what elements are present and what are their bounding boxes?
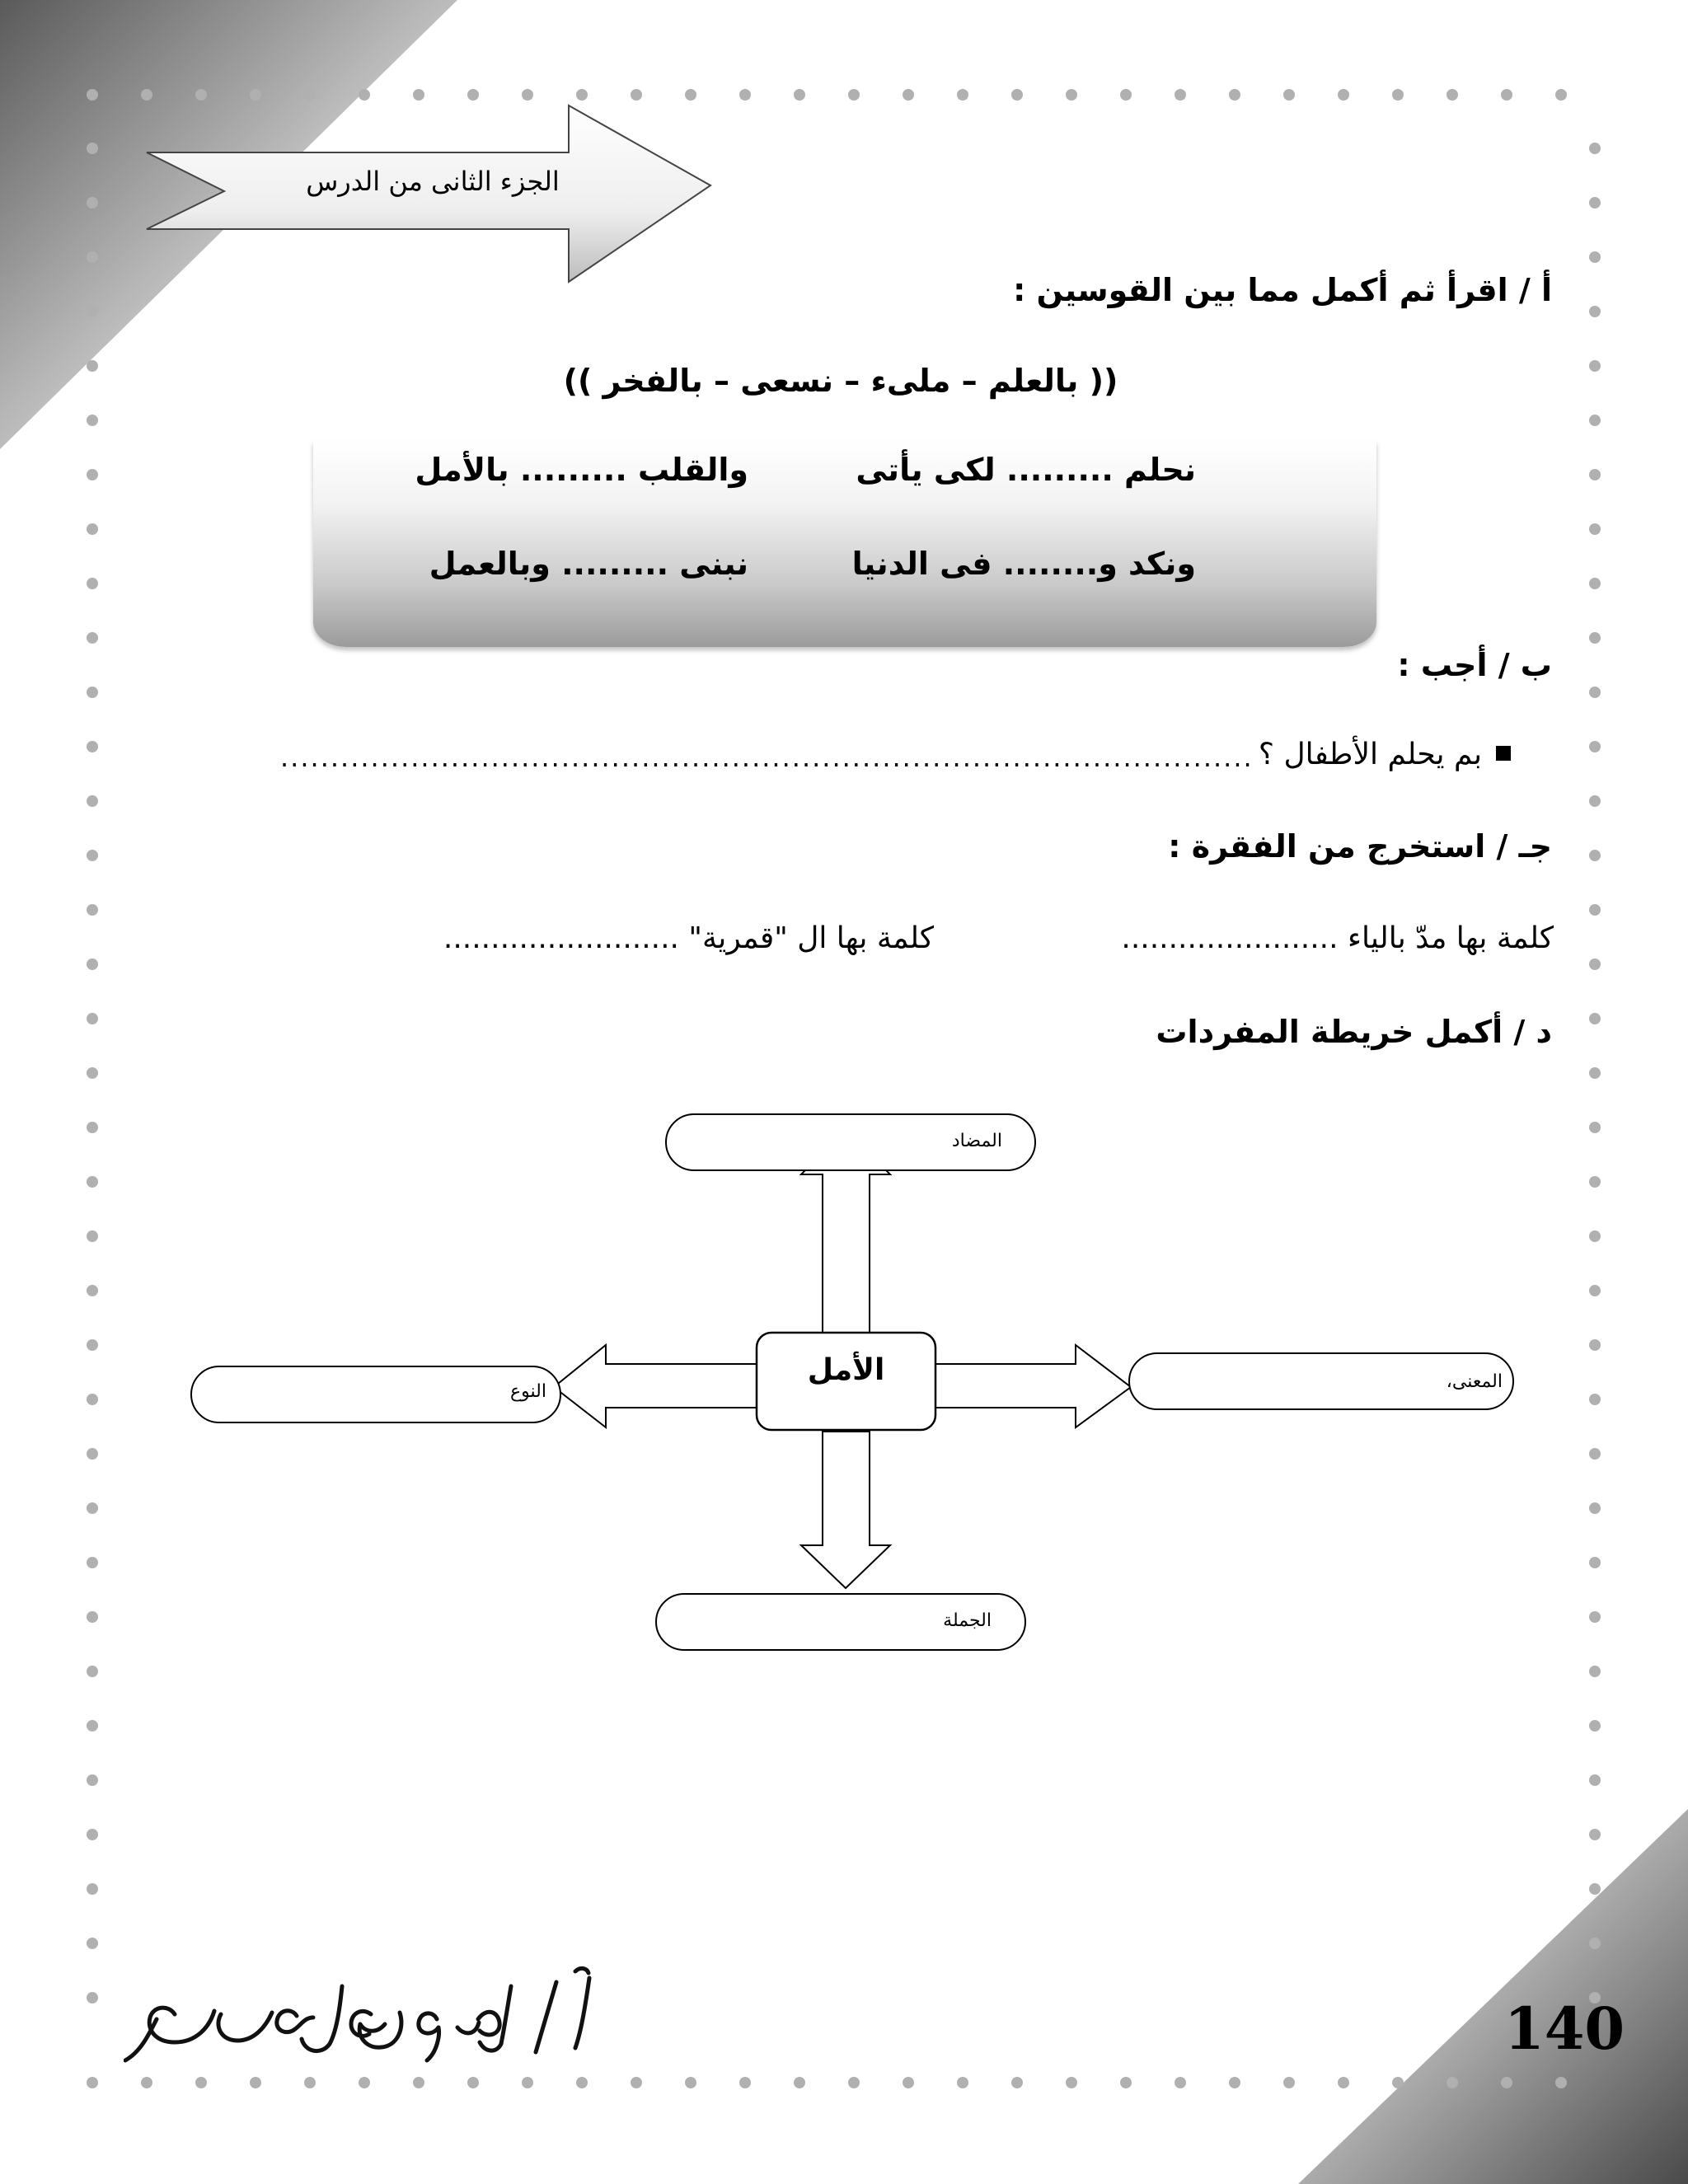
verse-1-left: والقلب ......... بالأمل: [415, 452, 748, 488]
border-dot: [87, 1285, 98, 1296]
banner-title: الجزء الثانى من الدرس: [306, 166, 560, 197]
word-choices: (( بالعلم – ملىء – نسعى – بالفخر )): [563, 363, 1118, 399]
border-dot: [87, 1448, 98, 1460]
corner-bottom-right: [1298, 1809, 1688, 2184]
border-dot: [1589, 1230, 1601, 1242]
extract-item-1: كلمة بها مدّ بالياء .......................: [1121, 921, 1554, 955]
border-dot: [1175, 2077, 1186, 2088]
border-dot: [1589, 143, 1601, 154]
word-map-left: النوع: [510, 1381, 546, 1402]
border-dot: [1229, 2077, 1240, 2088]
extract-item-2: كلمة بها ال "قمرية" .........................: [443, 921, 934, 955]
border-dot: [739, 2077, 751, 2088]
border-dot: [87, 2077, 98, 2088]
border-dot: [87, 1992, 98, 2004]
border-dot: [1589, 1339, 1601, 1351]
border-dot: [250, 2077, 261, 2088]
border-dot: [1589, 1502, 1601, 1514]
border-dot: [1392, 2077, 1404, 2088]
border-dot: [87, 687, 98, 698]
border-dot: [1283, 89, 1295, 101]
border-dot: [1011, 2077, 1023, 2088]
border-dot: [1589, 197, 1601, 209]
border-dot: [576, 89, 588, 101]
border-dot: [631, 2077, 642, 2088]
border-dot: [87, 251, 98, 263]
border-dot: [1589, 850, 1601, 861]
border-dot: [794, 2077, 805, 2088]
border-dot: [1589, 1883, 1601, 1895]
border-dot: [1589, 1176, 1601, 1188]
answer-line: .................................................................................................: [280, 742, 1254, 773]
border-dot: [1589, 523, 1601, 535]
border-dot: [87, 1339, 98, 1351]
border-dot: [1589, 1829, 1601, 1840]
border-dot: [1589, 306, 1601, 317]
border-dot: [1338, 2077, 1349, 2088]
border-dot: [195, 89, 207, 101]
border-dot: [1501, 89, 1512, 101]
border-dot: [1589, 1067, 1601, 1079]
border-dot: [1589, 1938, 1601, 1949]
border-dot: [1555, 89, 1567, 101]
border-dot: [87, 523, 98, 535]
border-dot: [195, 2077, 207, 2088]
border-dot: [87, 306, 98, 317]
page-number: 140: [1504, 1994, 1625, 2063]
border-dot: [903, 89, 914, 101]
border-dot: [1589, 1720, 1601, 1732]
border-dot: [413, 2077, 424, 2088]
border-dot: [87, 1938, 98, 1949]
border-dot: [848, 2077, 860, 2088]
border-dot: [87, 1557, 98, 1568]
border-dot: [1392, 89, 1404, 101]
border-dot: [1229, 89, 1240, 101]
border-dot: [1589, 469, 1601, 480]
border-dot: [87, 1176, 98, 1188]
border-dot: [1283, 2077, 1295, 2088]
border-dot: [1589, 795, 1601, 807]
border-dot: [1589, 1013, 1601, 1024]
border-dot: [87, 143, 98, 154]
border-dot: [1066, 2077, 1077, 2088]
border-dot: [957, 2077, 968, 2088]
signature: [124, 1961, 618, 2069]
border-dot: [87, 1502, 98, 1514]
border-dot: [1447, 2077, 1458, 2088]
border-dot: [87, 1883, 98, 1895]
border-dot: [87, 1067, 98, 1079]
border-dot: [87, 1013, 98, 1024]
border-dot: [87, 1611, 98, 1623]
border-dot: [467, 2077, 479, 2088]
border-dot: [1066, 89, 1077, 101]
border-dot: [1589, 1611, 1601, 1623]
border-dot: [87, 1829, 98, 1840]
border-dot: [848, 89, 860, 101]
word-map-right: المعنى،: [1446, 1371, 1503, 1392]
border-dot: [141, 2077, 152, 2088]
border-dot: [87, 1720, 98, 1732]
border-dot: [87, 1774, 98, 1786]
border-dot: [1589, 1448, 1601, 1460]
border-dot: [1501, 2077, 1512, 2088]
border-dot: [87, 958, 98, 970]
border-dot: [1589, 741, 1601, 752]
border-dot: [467, 89, 479, 101]
border-dot: [903, 2077, 914, 2088]
border-dot: [1447, 89, 1458, 101]
question-text: بم يحلم الأطفال ؟: [1258, 738, 1482, 771]
border-dot: [1120, 89, 1132, 101]
border-dot: [87, 1666, 98, 1677]
border-dot: [87, 578, 98, 589]
border-dot: [1589, 360, 1601, 372]
border-dot: [522, 2077, 533, 2088]
border-dot: [250, 89, 261, 101]
border-dot: [1555, 2077, 1567, 2088]
section-a-title: أ / اقرأ ثم أكمل مما بين القوسين :: [1013, 272, 1552, 308]
border-dot: [1589, 251, 1601, 263]
border-dot: [141, 89, 152, 101]
border-dot: [87, 632, 98, 644]
verse-1-right: نحلم ......... لكى يأتى: [856, 452, 1196, 488]
border-dot: [1589, 687, 1601, 698]
border-dot: [957, 89, 968, 101]
border-dot: [685, 2077, 696, 2088]
border-dot: [794, 89, 805, 101]
border-dot: [1589, 904, 1601, 916]
border-dot: [87, 197, 98, 209]
border-dot: [631, 89, 642, 101]
border-dot: [87, 89, 98, 101]
border-dot: [1589, 1774, 1601, 1786]
border-dot: [87, 1230, 98, 1242]
word-map-center: الأمل: [807, 1352, 885, 1387]
border-dot: [87, 795, 98, 807]
border-dot: [304, 89, 316, 101]
bullet-square-icon: [1496, 746, 1511, 761]
border-dot: [1589, 1394, 1601, 1405]
border-dot: [359, 89, 370, 101]
verse-2-left: نبنى ......... وبالعمل: [429, 546, 748, 582]
section-d-title: د / أكمل خريطة المفردات: [1156, 1014, 1552, 1050]
border-dot: [739, 89, 751, 101]
border-dot: [1589, 578, 1601, 589]
border-dot: [87, 415, 98, 426]
border-dot: [87, 469, 98, 480]
border-dot: [87, 360, 98, 372]
border-dot: [304, 2077, 316, 2088]
border-dot: [87, 904, 98, 916]
border-dot: [87, 741, 98, 752]
verse-2-right: ونكد و........ فى الدنيا: [851, 546, 1196, 582]
border-dot: [87, 1394, 98, 1405]
word-map-bottom: الجملة: [943, 1610, 992, 1631]
section-c-title: جـ / استخرج من الفقرة :: [1168, 828, 1552, 865]
border-dot: [1338, 89, 1349, 101]
border-dot: [87, 1122, 98, 1133]
border-dot: [685, 89, 696, 101]
border-dot: [1175, 89, 1186, 101]
border-dot: [413, 89, 424, 101]
border-dot: [576, 2077, 588, 2088]
border-dot: [1589, 1666, 1601, 1677]
border-dot: [1589, 958, 1601, 970]
word-map-top: المضاد: [951, 1131, 1002, 1151]
border-dot: [1589, 1122, 1601, 1133]
border-dot: [1589, 415, 1601, 426]
border-dot: [1589, 1285, 1601, 1296]
border-dot: [1011, 89, 1023, 101]
border-dot: [1589, 632, 1601, 644]
border-dot: [1120, 2077, 1132, 2088]
section-b-title: ب / أجب :: [1397, 647, 1552, 683]
border-dot: [87, 850, 98, 861]
border-dot: [522, 89, 533, 101]
border-dot: [1589, 1557, 1601, 1568]
border-dot: [359, 2077, 370, 2088]
